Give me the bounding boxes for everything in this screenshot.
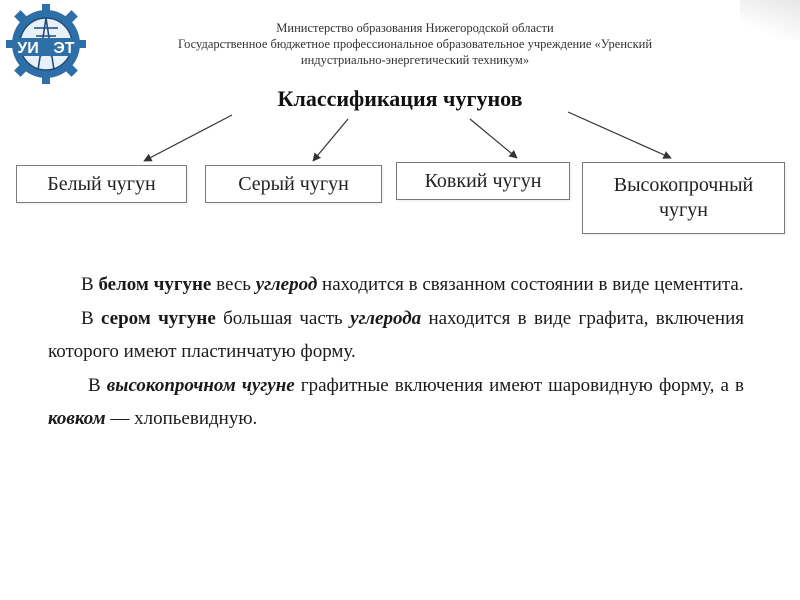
text-fragment: В — [81, 274, 99, 295]
category-ductile-iron-label-line1: Высокопрочный — [613, 174, 754, 196]
diagram-title: Классификация чугунов — [277, 86, 523, 111]
arrow-to-grey-iron — [313, 119, 348, 161]
term-grey-iron: сером чугуне — [101, 307, 216, 329]
arrow-to-malleable-iron — [470, 119, 517, 158]
text-fragment: В — [81, 307, 102, 329]
term-white-iron: белом чугуне — [98, 274, 212, 295]
institution-name-line1: Государственное бюджетное профессиональное образовательное учреждение «Уренский — [177, 37, 653, 51]
arrow-to-ductile-iron — [568, 112, 671, 158]
text-fragment: графитные включения имеют шаровидную форму, а в — [294, 374, 744, 396]
term-malleable: ковком — [48, 408, 106, 429]
paragraph-grey-iron — [48, 302, 744, 369]
logo-text-left: УИ — [17, 40, 39, 57]
college-logo — [4, 2, 88, 86]
term-carbon: углерод — [255, 274, 318, 295]
category-ductile-iron — [582, 162, 785, 234]
category-ductile-iron-label-line2: чугун — [659, 199, 708, 221]
arrow-to-white-iron — [144, 115, 232, 161]
paragraph-white-iron — [48, 268, 744, 302]
category-grey-iron — [205, 165, 382, 203]
text-fragment: большая часть — [215, 307, 351, 329]
institution-name-line2: индустриально-энергетический техникум» — [300, 53, 530, 67]
description-text — [48, 268, 744, 436]
text-fragment: — хлопьевидную. — [105, 408, 258, 429]
paragraph-ductile-malleable-iron — [48, 369, 744, 436]
text-fragment: В — [88, 374, 107, 396]
text-fragment: находится в виде графита, включения которого имеют пластинчатую форму. — [48, 307, 744, 362]
term-ductile-iron: высокопрочном чугуне — [106, 374, 295, 396]
term-carbon-genitive: углерода — [350, 307, 422, 329]
text-fragment: весь — [211, 274, 256, 295]
institution-header — [120, 20, 710, 68]
category-white-iron — [16, 165, 187, 203]
category-grey-iron-label: Серый чугун — [238, 172, 349, 195]
category-malleable-iron-label: Ковкий чугун — [424, 169, 542, 192]
category-malleable-iron — [396, 162, 570, 200]
text-fragment: находится в связанном состоянии в виде цементита. — [317, 274, 744, 295]
ministry-name: Министерство образования Нижегородской области — [276, 21, 554, 35]
category-white-iron-label: Белый чугун — [47, 172, 156, 195]
corner-ornament — [740, 0, 800, 40]
logo-text-right: ЭТ — [53, 40, 75, 57]
